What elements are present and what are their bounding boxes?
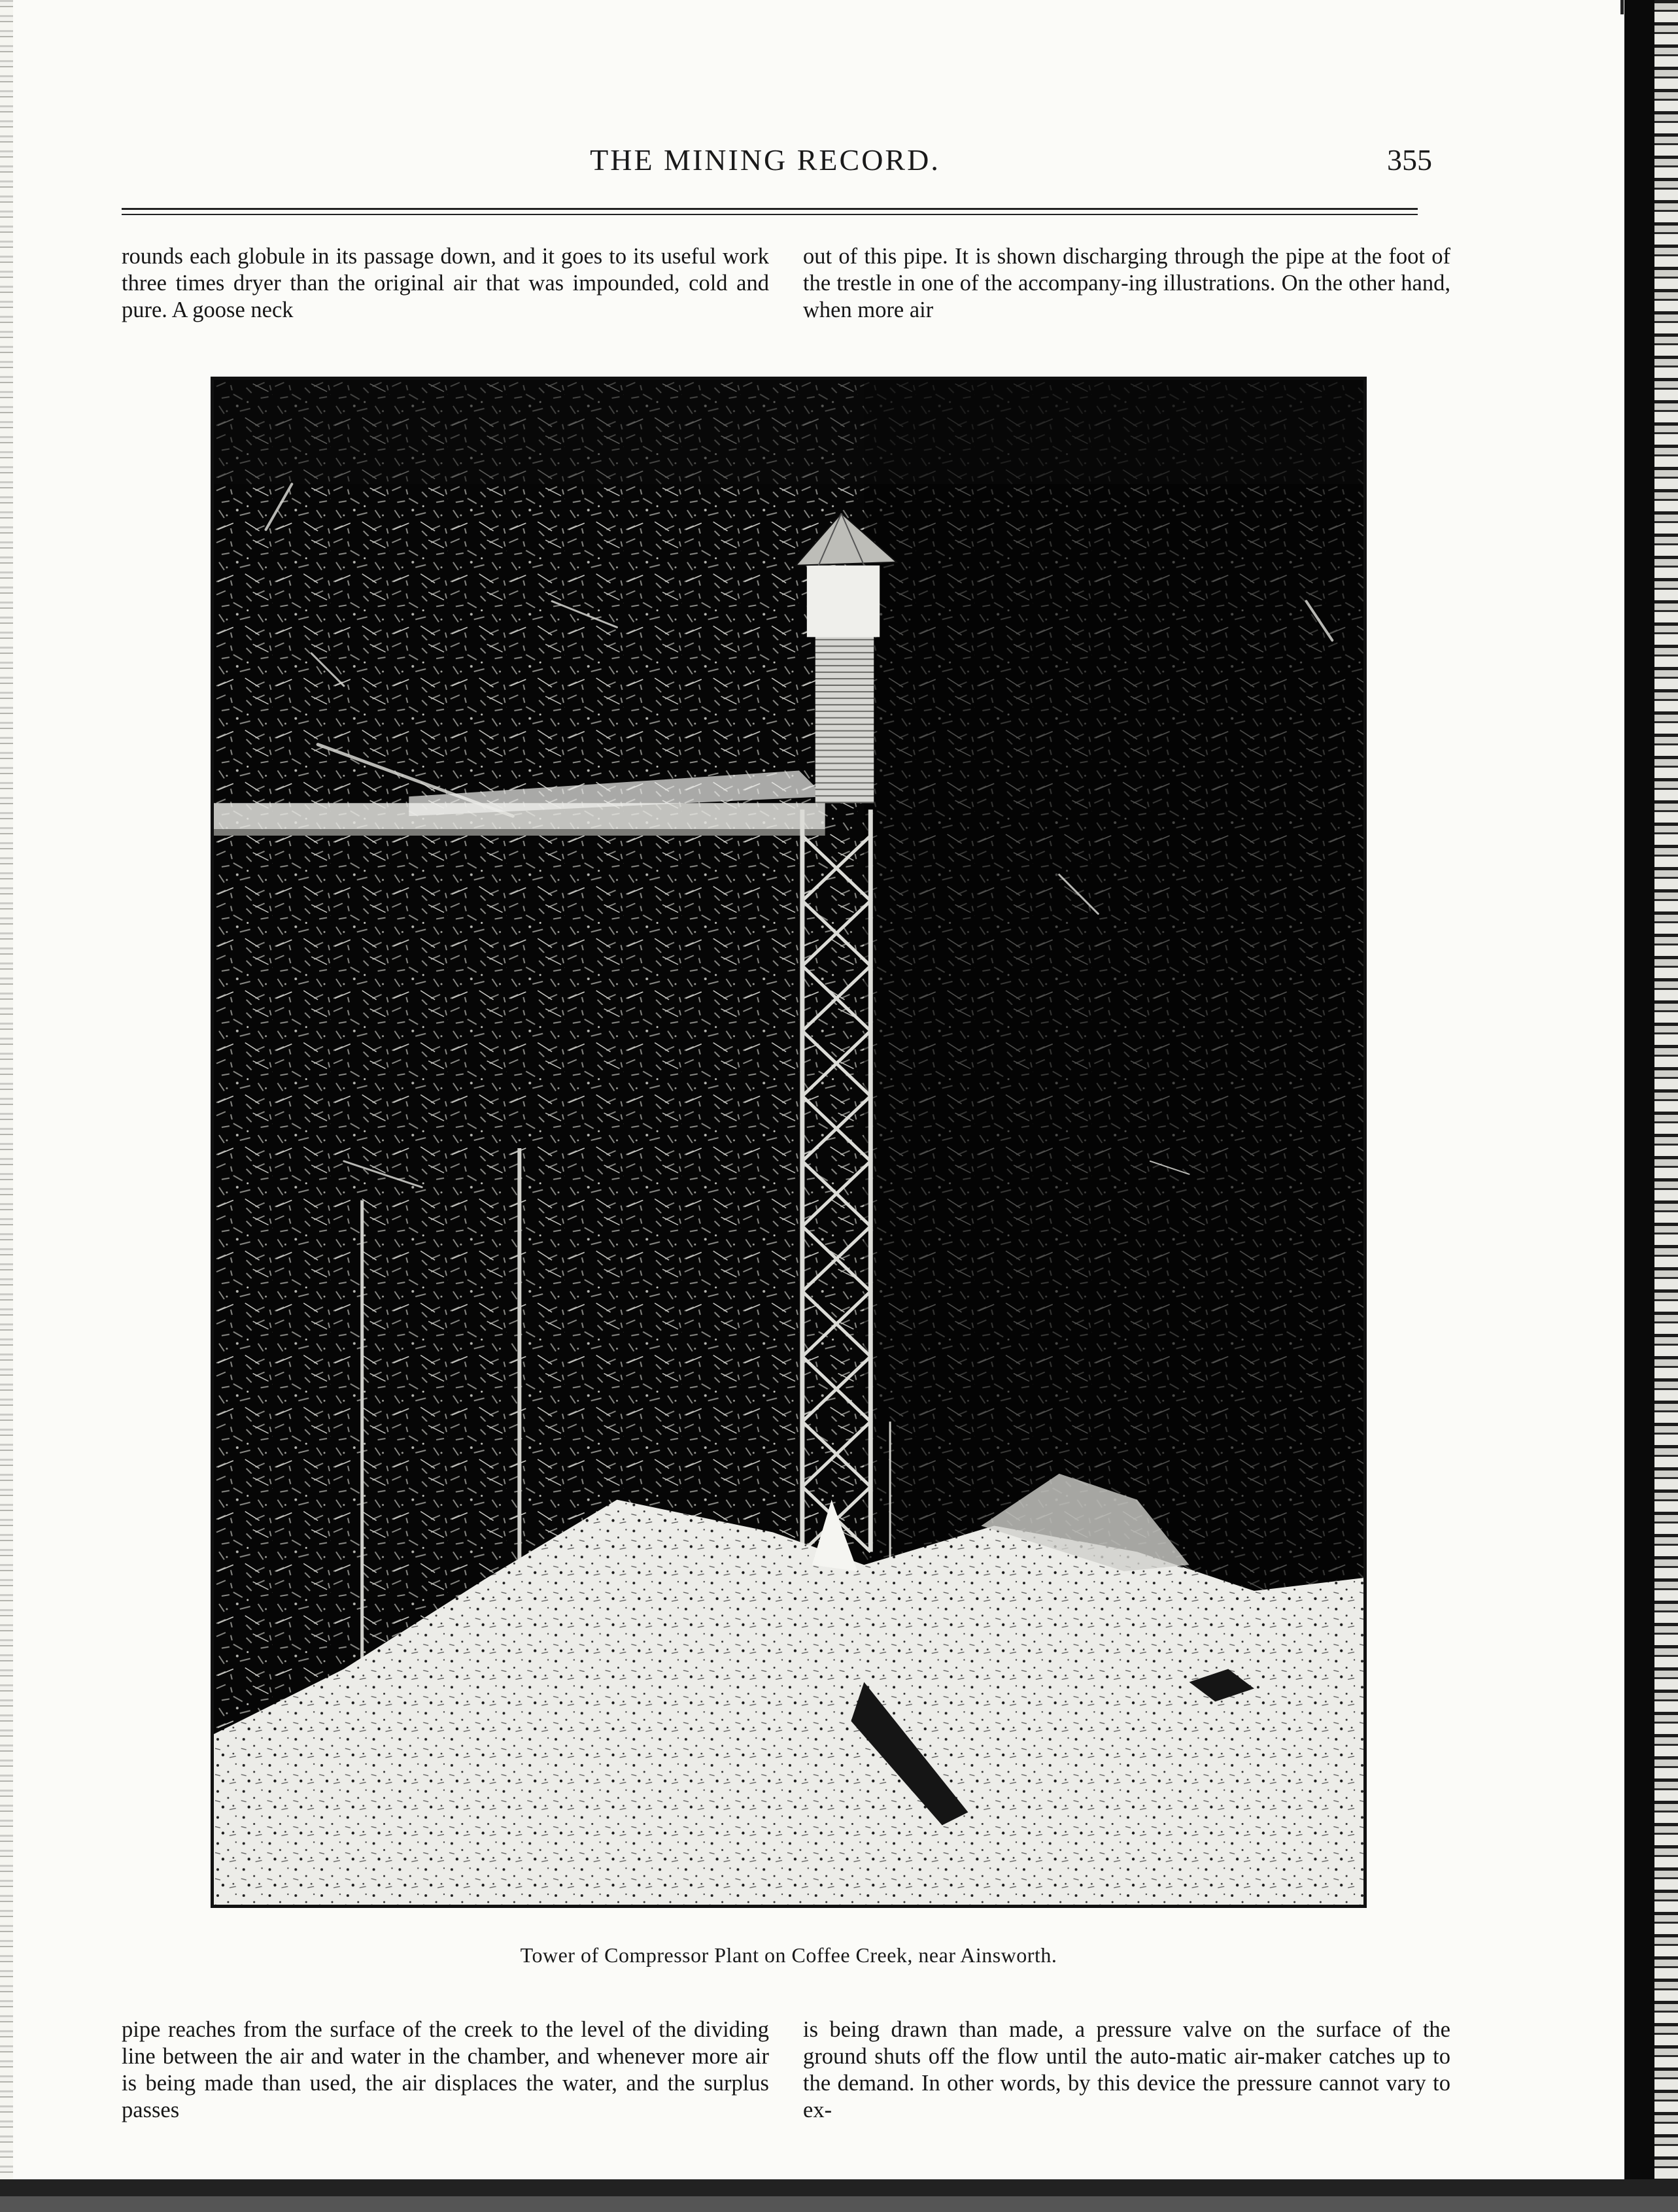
top-right-paragraph: out of this pipe. It is shown discharging through the pipe at the foot of the trestle in one of the accompany-ing illustrations. On the other hand, when more air — [803, 244, 1450, 322]
scan-right-binding — [1624, 0, 1654, 2212]
scan-bottom-edge — [0, 2179, 1678, 2212]
photo-illustration — [214, 380, 1363, 1905]
scan-top-mark — [1620, 0, 1624, 14]
tower-photograph — [211, 377, 1367, 1908]
page-header — [98, 143, 1432, 188]
bottom-left-column — [122, 2016, 769, 2124]
bottom-right-column — [803, 2016, 1450, 2124]
top-left-column — [122, 243, 769, 324]
top-right-column — [803, 243, 1450, 324]
journal-title: THE MINING RECORD. — [590, 143, 940, 177]
scan-left-edge — [0, 0, 13, 2212]
header-rule-bottom — [122, 214, 1418, 215]
scan-right-edge — [1654, 0, 1678, 2212]
top-left-paragraph: rounds each globule in its passage down, and it goes to its useful work three times dryer than the original air that was impounded, cold and pure. A goose neck — [122, 244, 769, 322]
figure-caption: Tower of Compressor Plant on Coffee Creek, near Ainsworth. — [520, 1943, 1057, 1967]
header-rule-top — [122, 208, 1418, 210]
page-number: 355 — [1387, 143, 1432, 177]
bottom-left-paragraph: pipe reaches from the surface of the creek to the level of the dividing line between the air and water in the chamber, and whenever more air is being made than used, the air displaces the water, and the surplus passes — [122, 2017, 769, 2122]
bottom-right-paragraph: is being drawn than made, a pressure valve on the surface of the ground shuts off the flow until the auto-matic air-maker catches up to the demand. In other words, by this device the pressure cannot vary to ex- — [803, 2017, 1450, 2122]
